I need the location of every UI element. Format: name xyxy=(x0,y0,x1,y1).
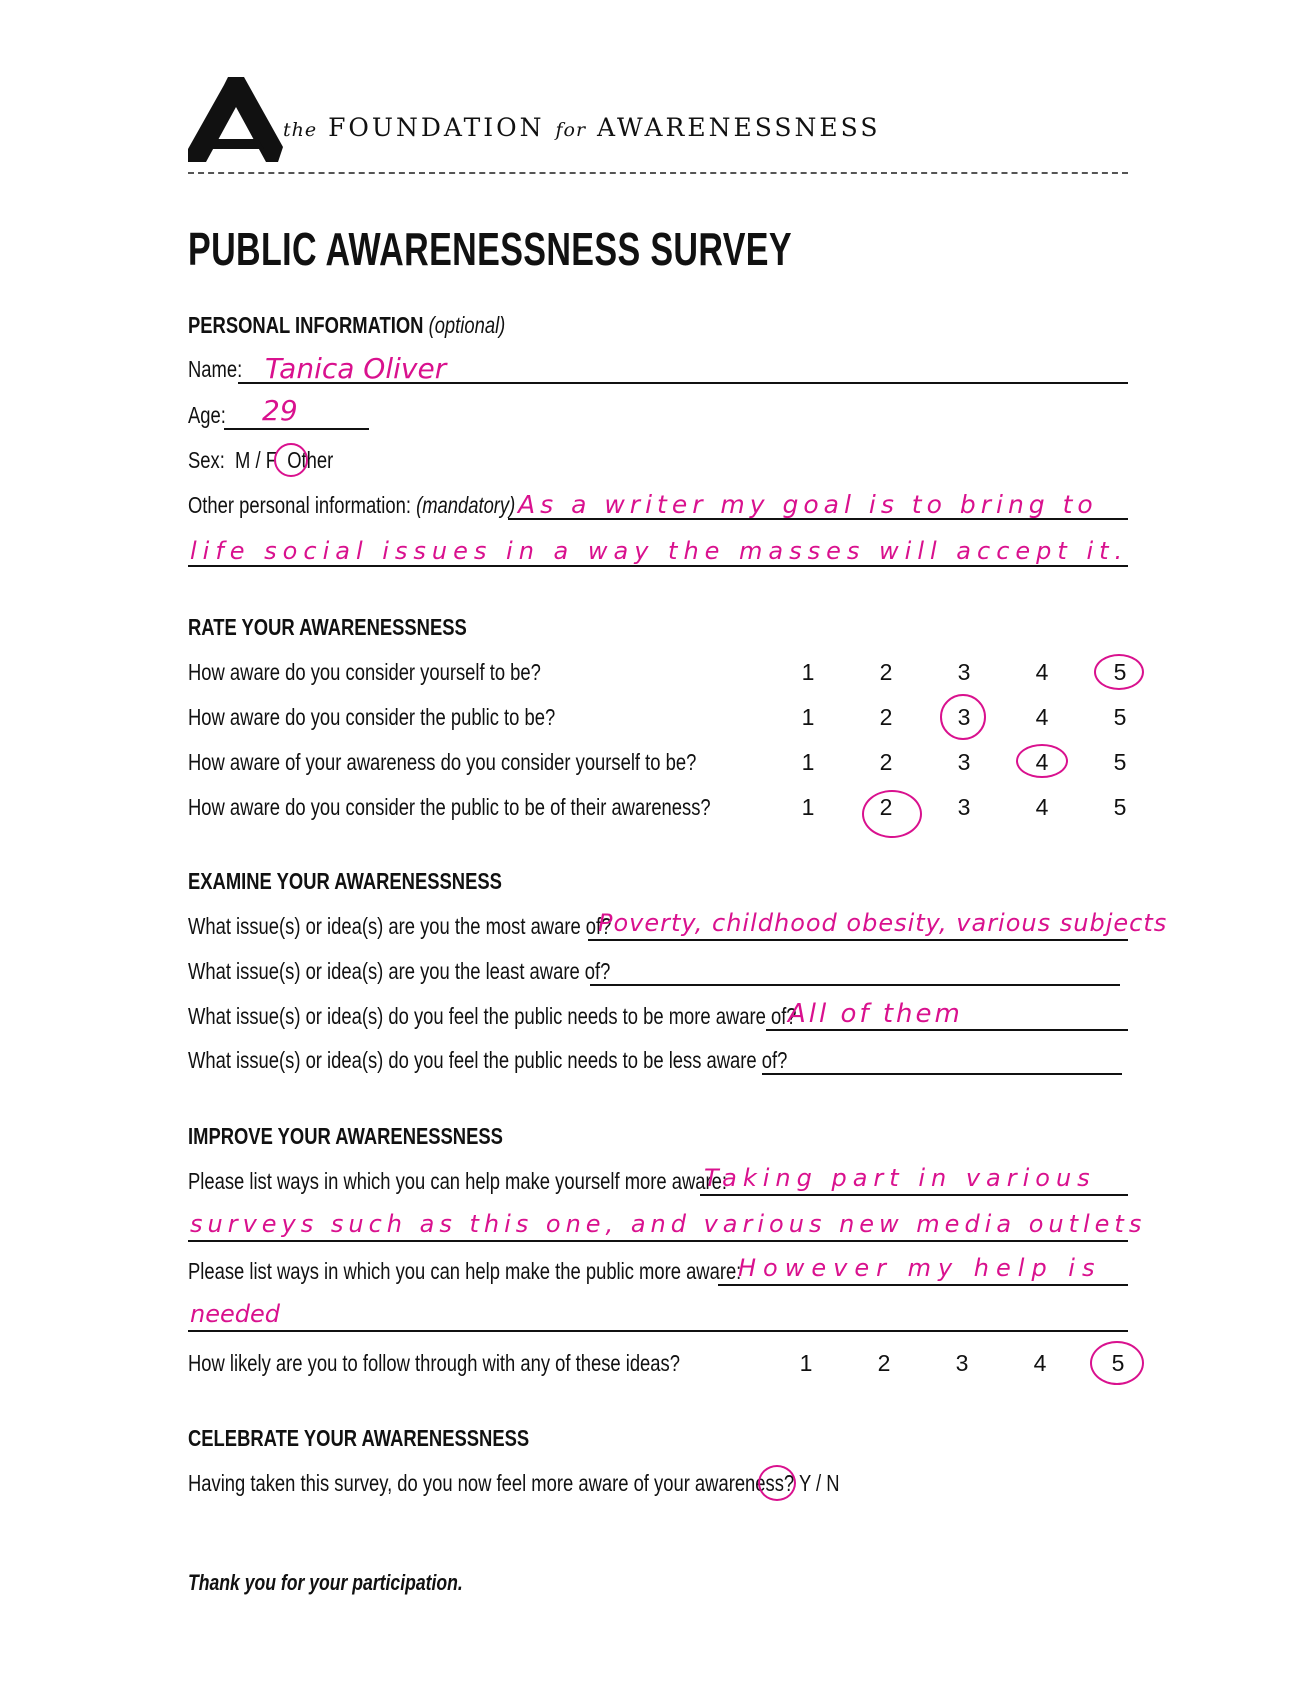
examine-question-4: What issue(s) or idea(s) do you feel the public needs to be less aware of? xyxy=(188,1047,788,1073)
rate-heading: RATE YOUR AWARENESSNESS xyxy=(188,614,467,640)
rating-option[interactable]: 5 xyxy=(1113,794,1127,820)
org-name-part1: FOUNDATION xyxy=(328,113,545,142)
examine-answer-1[interactable]: Poverty, childhood obesity, various subjects xyxy=(598,909,1168,937)
celebrate-heading: CELEBRATE YOUR AWARENESSNESS xyxy=(188,1425,530,1451)
rating-option[interactable]: 2 xyxy=(879,749,893,775)
organization-name xyxy=(283,113,881,142)
rating-option[interactable]: 2 xyxy=(879,659,893,685)
rating-option[interactable]: 1 xyxy=(801,794,815,820)
improve-answer-1-field-2[interactable]: surveys such as this one, and various new media outlets xyxy=(190,1210,1147,1238)
examine-answer-line-4[interactable] xyxy=(762,1073,1122,1075)
rating-selection-circle xyxy=(1016,744,1068,778)
rate-question-1: How aware do you consider yourself to be? xyxy=(188,659,541,685)
age-label: Age: xyxy=(188,402,226,428)
thank-you-note: Thank you for your participation. xyxy=(188,1570,463,1595)
header-divider xyxy=(188,172,1128,174)
rating-option[interactable]: 4 xyxy=(1035,659,1049,685)
rating-option[interactable]: 3 xyxy=(957,659,971,685)
rating-selection-circle xyxy=(940,694,986,740)
rate-question-2: How aware do you consider the public to be? xyxy=(188,704,556,730)
examine-heading: EXAMINE YOUR AWARENESSNESS xyxy=(188,868,502,894)
sex-option-f[interactable]: F xyxy=(265,447,277,473)
optional-note: (optional) xyxy=(428,312,506,338)
rating-option[interactable]: 4 xyxy=(1033,1350,1047,1376)
other-info-line-2[interactable] xyxy=(188,565,1128,567)
page-title: PUBLIC AWARENESSNESS SURVEY xyxy=(188,223,792,275)
sex-selection-circle xyxy=(274,443,308,477)
rating-option[interactable]: 5 xyxy=(1113,659,1127,685)
rating-selection-circle xyxy=(862,790,922,838)
improve-answer-2-line-1[interactable] xyxy=(718,1284,1128,1286)
improve-answer-2-field-1[interactable]: However my help is xyxy=(738,1254,1102,1282)
improve-question-1: Please list ways in which you can help make yourself more aware: xyxy=(188,1168,727,1194)
celebrate-option-no[interactable]: N xyxy=(826,1470,840,1496)
rate-question-3: How aware of your awareness do you consider yourself to be? xyxy=(188,749,697,775)
rating-option[interactable]: 5 xyxy=(1113,704,1127,730)
other-info-label: Other personal information: (mandatory) xyxy=(188,492,516,518)
rating-option[interactable]: 4 xyxy=(1035,704,1049,730)
foundation-logo xyxy=(188,77,283,162)
rating-option[interactable]: 2 xyxy=(879,794,893,820)
age-field-line[interactable] xyxy=(224,428,369,430)
name-label: Name: xyxy=(188,356,243,382)
examine-answer-line-2[interactable] xyxy=(590,984,1120,986)
sex-option-m[interactable]: M xyxy=(235,447,251,473)
rating-option[interactable]: 3 xyxy=(957,704,971,730)
org-prefix: the xyxy=(283,119,318,141)
sex-option-other[interactable]: Other xyxy=(287,447,334,473)
rating-option[interactable]: 4 xyxy=(1035,749,1049,775)
rating-option[interactable]: 2 xyxy=(879,704,893,730)
improve-question-2: Please list ways in which you can help make the public more aware: xyxy=(188,1258,742,1284)
rating-option[interactable]: 1 xyxy=(801,659,815,685)
improve-heading: IMPROVE YOUR AWARENESSNESS xyxy=(188,1123,503,1149)
rating-option[interactable]: 1 xyxy=(799,1350,813,1376)
rating-option[interactable]: 5 xyxy=(1111,1350,1125,1376)
rating-selection-circle xyxy=(1090,1341,1144,1385)
personal-info-heading: PERSONAL INFORMATION (optional) xyxy=(188,312,506,338)
examine-answer-line-3[interactable] xyxy=(766,1029,1128,1031)
yes-selection-circle xyxy=(758,1465,796,1501)
other-info-field-1[interactable]: As a writer my goal is to bring to xyxy=(518,490,1098,519)
improve-question-3: How likely are you to follow through with any of these ideas? xyxy=(188,1350,680,1376)
examine-question-3: What issue(s) or idea(s) do you feel the public needs to be more aware of? xyxy=(188,1003,797,1029)
name-field[interactable]: Tanica Oliver xyxy=(265,352,447,385)
rating-option[interactable]: 3 xyxy=(957,749,971,775)
examine-question-1: What issue(s) or idea(s) are you the most aware of? xyxy=(188,913,612,939)
sex-row: Sex: M / F Other xyxy=(188,447,334,473)
org-for: for xyxy=(555,119,587,141)
rating-option[interactable]: 1 xyxy=(801,749,815,775)
org-name-part2: AWARENESSNESS xyxy=(597,113,881,142)
celebrate-option-yes[interactable]: Y xyxy=(798,1470,811,1496)
examine-answer-3[interactable]: All of them xyxy=(788,999,963,1029)
rating-selection-circle xyxy=(1094,654,1144,690)
sex-label: Sex: xyxy=(188,447,225,473)
improve-answer-2-field-2[interactable]: needed xyxy=(190,1300,280,1328)
rate-question-4: How aware do you consider the public to be of their awareness? xyxy=(188,794,711,820)
examine-question-2: What issue(s) or idea(s) are you the least aware of? xyxy=(188,958,611,984)
improve-answer-1-field-1[interactable]: Taking part in various xyxy=(704,1164,1096,1192)
rating-option[interactable]: 3 xyxy=(955,1350,969,1376)
improve-answer-1-line-2[interactable] xyxy=(188,1240,1128,1242)
rating-option[interactable]: 4 xyxy=(1035,794,1049,820)
improve-answer-2-line-2[interactable] xyxy=(188,1330,1128,1332)
improve-answer-1-line-1[interactable] xyxy=(700,1194,1128,1196)
rating-option[interactable]: 2 xyxy=(877,1350,891,1376)
rating-option[interactable]: 3 xyxy=(957,794,971,820)
rating-option[interactable]: 1 xyxy=(801,704,815,730)
examine-answer-line-1[interactable] xyxy=(588,939,1128,941)
other-info-field-2[interactable]: life social issues in a way the masses will accept it. xyxy=(190,537,1129,565)
rating-option[interactable]: 5 xyxy=(1113,749,1127,775)
celebrate-question: Having taken this survey, do you now feel more aware of your awareness? xyxy=(188,1470,795,1496)
mandatory-note: (mandatory) xyxy=(416,492,516,518)
celebrate-row: Having taken this survey, do you now feel more aware of your awareness? Y / N xyxy=(188,1470,840,1496)
age-field[interactable]: 29 xyxy=(262,394,298,427)
